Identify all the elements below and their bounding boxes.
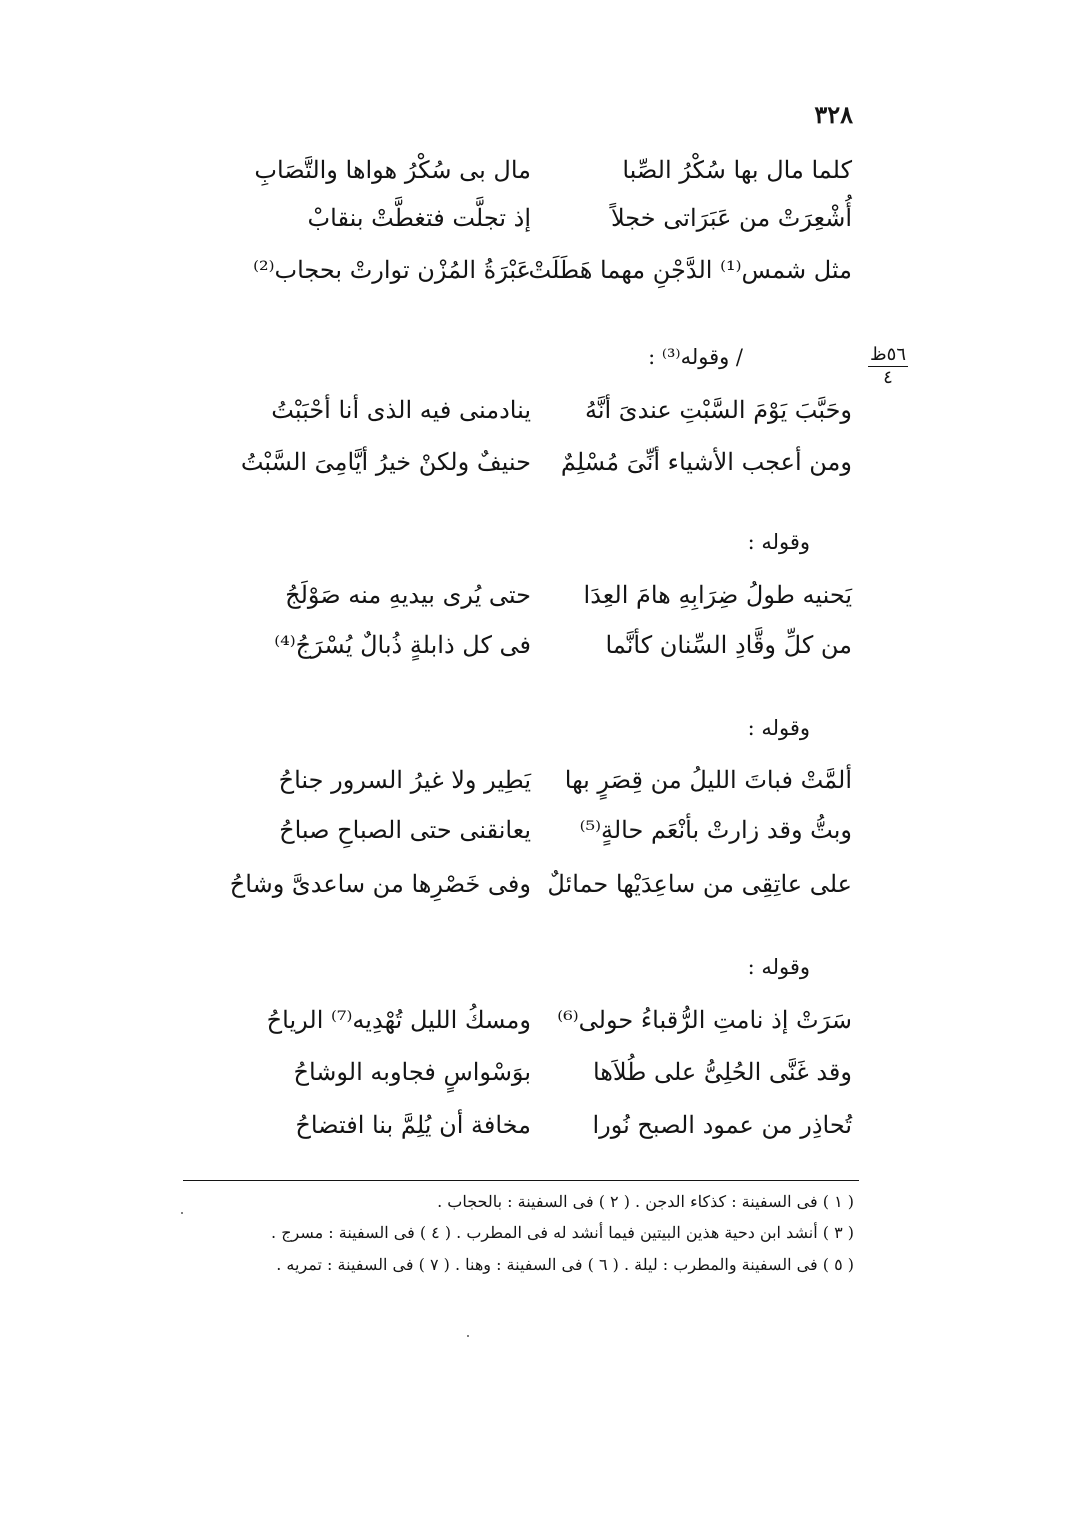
- verse-7-first-hemistich: من كلِّ وقَّادِ السِّنان كأنَّما: [605, 631, 852, 659]
- verse-2-first-hemistich: أُشْعِرَتْ من عَبَرَاتى خجلاً: [610, 204, 852, 232]
- verse-10-first-hemistich: على عاتِقِى من ساعِدَيْها حمائلٌ: [547, 870, 852, 898]
- verse-2-second-hemistich: إذ تجلَّت فتغطَّتْ بنقابْ: [307, 204, 531, 232]
- verse-13-second-hemistich: مخافة أن يُلِمَّ بنا افتضاحُ: [295, 1111, 531, 1139]
- verse-1-second-hemistich: مال بى سُكْرُ هواها والتَّصَابِ: [254, 156, 531, 184]
- verse-9-second-hemistich: يعانقنى حتى الصباحِ صباحُ: [279, 816, 531, 844]
- verse-8-first-hemistich: ألمَّتْ فباتَ الليلُ من قِصَرٍ بها: [564, 766, 852, 794]
- scan-speck: [467, 1335, 469, 1337]
- verse-8-second-hemistich: يَطِير ولا غيرُ السرور جناحُ: [278, 766, 531, 794]
- verse-11-second-hemistich: ومسكُ الليل تُهْدِيه⁽⁷⁾ الرياحُ: [266, 1006, 531, 1034]
- verse-4-second-hemistich: ينادمنى فيه الذى أنا أحْبَبْتُ: [271, 396, 531, 424]
- verse-12-first-hemistich: وقد غَنَّى الحُلِىُّ على طُلاَها: [592, 1058, 852, 1086]
- verse-5-first-hemistich: ومن أعجب الأشياء أنِّىَ مُسْلِمٌ: [560, 448, 852, 476]
- margin-folio-top: ٥٦ظ: [870, 344, 906, 365]
- poem-2-intro: / وقوله⁽³⁾ :: [648, 345, 743, 369]
- verse-1-first-hemistich: كلما مال بها سُكْرُ الصِّبا: [622, 156, 852, 184]
- verse-7-second-hemistich: فى كل ذابلةٍ ذُبالٌ يُسْرَجُ⁽⁴⁾: [274, 631, 531, 659]
- verse-5-second-hemistich: حنيفٌ ولكنْ خيرُ أيَّامِىَ السَّبْتُ: [240, 448, 531, 476]
- verse-6-first-hemistich: يَحنيه طولُ ضِرَابِهِ هامَ العِدَا: [583, 581, 852, 609]
- footnote-line-3: ( ٥ ) فى السفينة والمطرب : ليلة . ( ٦ ) فى السفينة : وهنا . ( ٧ ) فى السفينة : تمريه .: [276, 1255, 854, 1274]
- margin-folio-note: [868, 346, 908, 387]
- page-number: ٣٢٨: [814, 100, 853, 129]
- verse-4-first-hemistich: وحَبَّبَ يَوْمَ السَّبْتِ عندىَ أنَّهُ: [584, 396, 852, 424]
- footnote-line-2: ( ٣ ) أنشد ابن دحية هذين البيتين فيما أنشد له فى المطرب . ( ٤ ) فى السفينة : مسرج .: [271, 1223, 854, 1242]
- scan-speck: [181, 1212, 183, 1214]
- verse-3-second-hemistich: عَبْرَةُ المُزْن توارتْ بحجاب⁽²⁾: [253, 256, 531, 284]
- verse-13-first-hemistich: تُحاذِر من عمود الصبح نُورا: [592, 1111, 852, 1139]
- verse-12-second-hemistich: بوَسْواسٍ فجاوبه الوشاحُ: [293, 1058, 531, 1086]
- verse-6-second-hemistich: حتى يُرى بيديهِ منه صَوْلَجُ: [285, 581, 531, 609]
- poem-5-intro: وقوله :: [747, 955, 810, 979]
- verse-9-first-hemistich: وبتُّ وقد زارتْ بأنْعَم حالةٍ⁽⁵⁾: [579, 816, 852, 844]
- verse-11-first-hemistich: سَرَتْ إذ نامتِ الرُّقباءُ حولى⁽⁶⁾: [557, 1006, 852, 1034]
- footnote-line-1: ( ١ ) فى السفينة : كذكاء الدجن . ( ٢ ) فى السفينة : بالحجاب .: [437, 1192, 854, 1211]
- poem-4-intro: وقوله :: [747, 716, 810, 740]
- margin-folio-bottom: ٤: [883, 367, 893, 388]
- poem-3-intro: وقوله :: [747, 530, 810, 554]
- verse-3-first-hemistich: مثل شمس⁽¹⁾ الدَّجْنِ مهما هَطَلَتْ: [528, 256, 852, 284]
- verse-10-second-hemistich: وفى خَصْرِها من ساعدىَّ وشاحُ: [229, 870, 531, 898]
- footnote-rule: [183, 1180, 859, 1181]
